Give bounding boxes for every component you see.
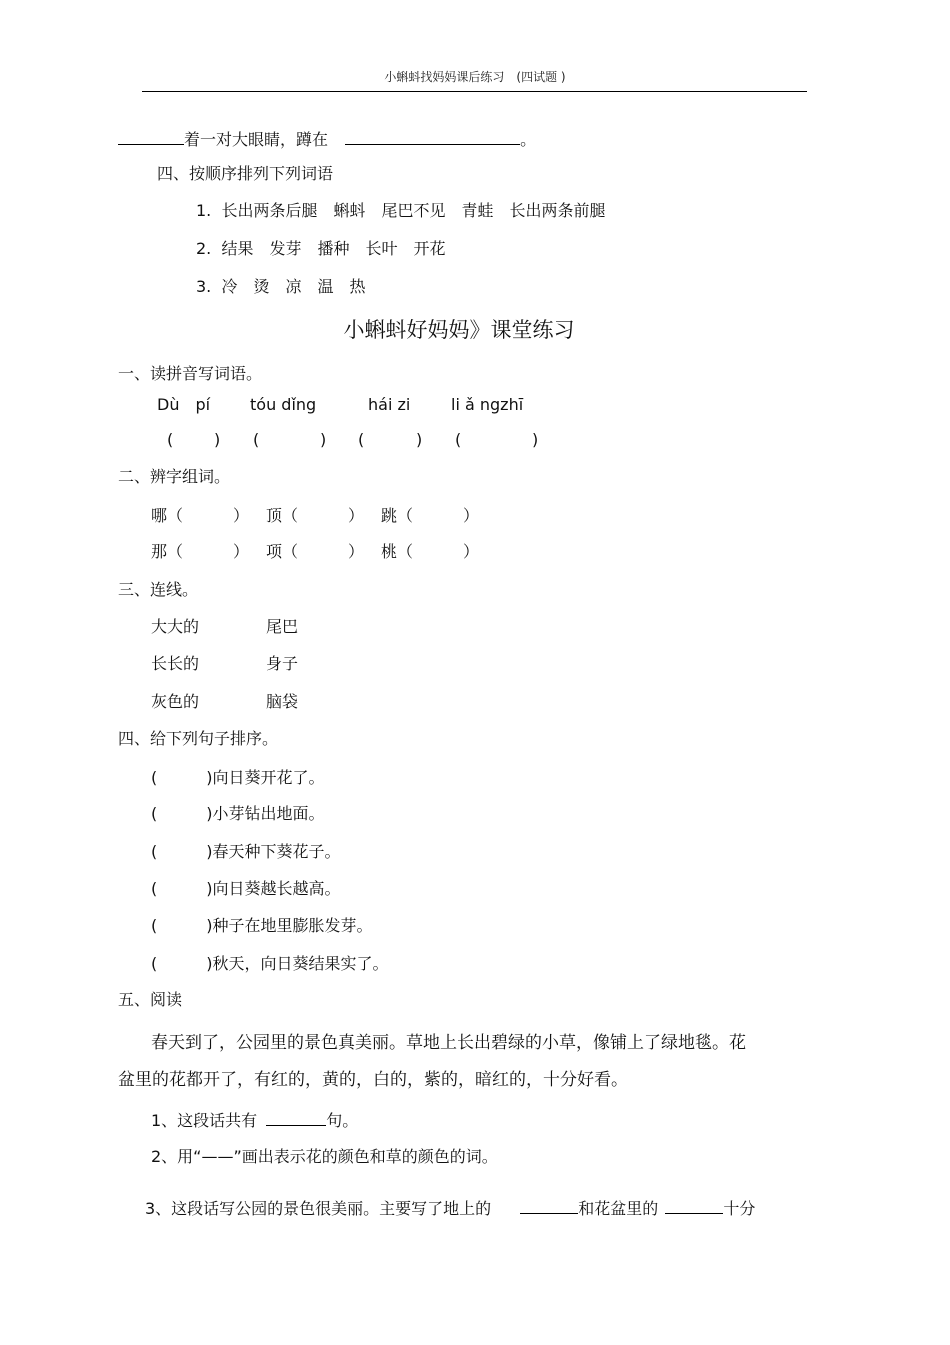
q2-close: ） <box>463 506 480 525</box>
header-rule <box>142 91 807 92</box>
part4-heading: 四、按顺序排列下列词语 <box>157 164 334 183</box>
paren-open: ( <box>253 430 260 449</box>
paren-close: ) <box>532 430 539 449</box>
q2-heading: 二、辨字组词。 <box>118 467 231 486</box>
sort-item: ( )小芽钻出地面。 <box>151 804 325 823</box>
sort-item: ( )秋天，向日葵结果实了。 <box>151 954 389 973</box>
pinyin-3: hái zi <box>368 395 411 414</box>
reading-para-1: 春天到了，公园里的景色真美丽。草地上长出碧绿的小草，像铺上了绿地毯。花 <box>151 1033 746 1053</box>
q2-char: 跳（ <box>381 506 414 525</box>
q2-char: 那（ <box>151 542 184 561</box>
q4-heading: 四、给下列句子排序。 <box>118 729 279 748</box>
page-header: 小蝌蚪找妈妈课后练习 (四试题 ) <box>384 70 566 84</box>
sort-slot[interactable]: ( <box>151 954 158 973</box>
answer-blank[interactable] <box>118 128 184 145</box>
pinyin-4: li ǎ ngzhī <box>451 395 524 414</box>
order-item: 3. 冷 烫 凉 温 热 <box>196 277 366 296</box>
pinyin-2: tóu dǐng <box>250 395 317 414</box>
q2-char: 桃（ <box>381 542 414 561</box>
order-item: 1. 长出两条后腿 蝌蚪 尾巴不见 青蛙 长出两条前腿 <box>196 201 606 220</box>
match-right[interactable]: 脑袋 <box>266 692 299 711</box>
q2-close: ） <box>233 506 250 525</box>
q3-heading: 三、连线。 <box>118 580 199 599</box>
q5-sub2: 2、用“——”画出表示花的颜色和草的颜色的词。 <box>151 1147 498 1166</box>
answer-blank[interactable] <box>345 128 520 145</box>
match-left[interactable]: 大大的 <box>151 617 200 636</box>
q2-char: 顶（ <box>266 506 299 525</box>
q1-heading: 一、读拼音写词语。 <box>118 364 263 383</box>
q2-char: 哪（ <box>151 506 184 525</box>
paren-open: ( <box>358 430 365 449</box>
q5-sub1: 1、这段话共有 句。 <box>151 1111 359 1130</box>
q2-close: ） <box>463 542 480 561</box>
match-left[interactable]: 长长的 <box>151 654 200 673</box>
q5-heading: 五、阅读 <box>118 990 183 1009</box>
paren-close: ) <box>214 430 221 449</box>
paren-close: ) <box>320 430 327 449</box>
sort-item: ( )种子在地里膨胀发芽。 <box>151 916 373 935</box>
top-line-suffix: 。 <box>520 130 537 149</box>
q2-close: ） <box>348 506 365 525</box>
sort-item: ( )向日葵越长越高。 <box>151 879 341 898</box>
sort-item: ( )向日葵开花了。 <box>151 768 325 787</box>
match-left[interactable]: 灰色的 <box>151 692 200 711</box>
order-item: 2. 结果 发芽 播种 长叶 开花 <box>196 239 446 258</box>
q2-close: ） <box>348 542 365 561</box>
reading-para-2: 盆里的花都开了，有红的，黄的，白的，紫的，暗红的，十分好看。 <box>118 1070 628 1090</box>
paren-open: ( <box>455 430 462 449</box>
q2-char: 项（ <box>266 542 299 561</box>
answer-blank[interactable] <box>520 1197 578 1214</box>
sort-slot[interactable]: ( <box>151 842 158 861</box>
top-line-text: 着一对大眼睛，蹲在 <box>184 130 329 149</box>
sort-slot[interactable]: ( <box>151 804 158 823</box>
match-right[interactable]: 身子 <box>266 654 299 673</box>
sort-item: ( )春天种下葵花子。 <box>151 842 341 861</box>
paren-close: ) <box>416 430 423 449</box>
answer-blank[interactable] <box>266 1109 326 1126</box>
answer-blank[interactable] <box>665 1197 723 1214</box>
sort-slot[interactable]: ( <box>151 879 158 898</box>
sort-slot[interactable]: ( <box>151 916 158 935</box>
match-right[interactable]: 尾巴 <box>266 617 299 636</box>
top-fill-line <box>118 128 536 150</box>
section-title: 小蝌蚪好妈妈》课堂练习 <box>343 318 575 342</box>
pinyin-1: Dù pí <box>157 395 211 414</box>
q5-sub3: 3、这段话写公园的景色很美丽。主要写了地上的 和花盆里的 十分 <box>145 1199 756 1218</box>
sort-slot[interactable]: ( <box>151 768 158 787</box>
q2-close: ） <box>233 542 250 561</box>
paren-open: ( <box>167 430 174 449</box>
